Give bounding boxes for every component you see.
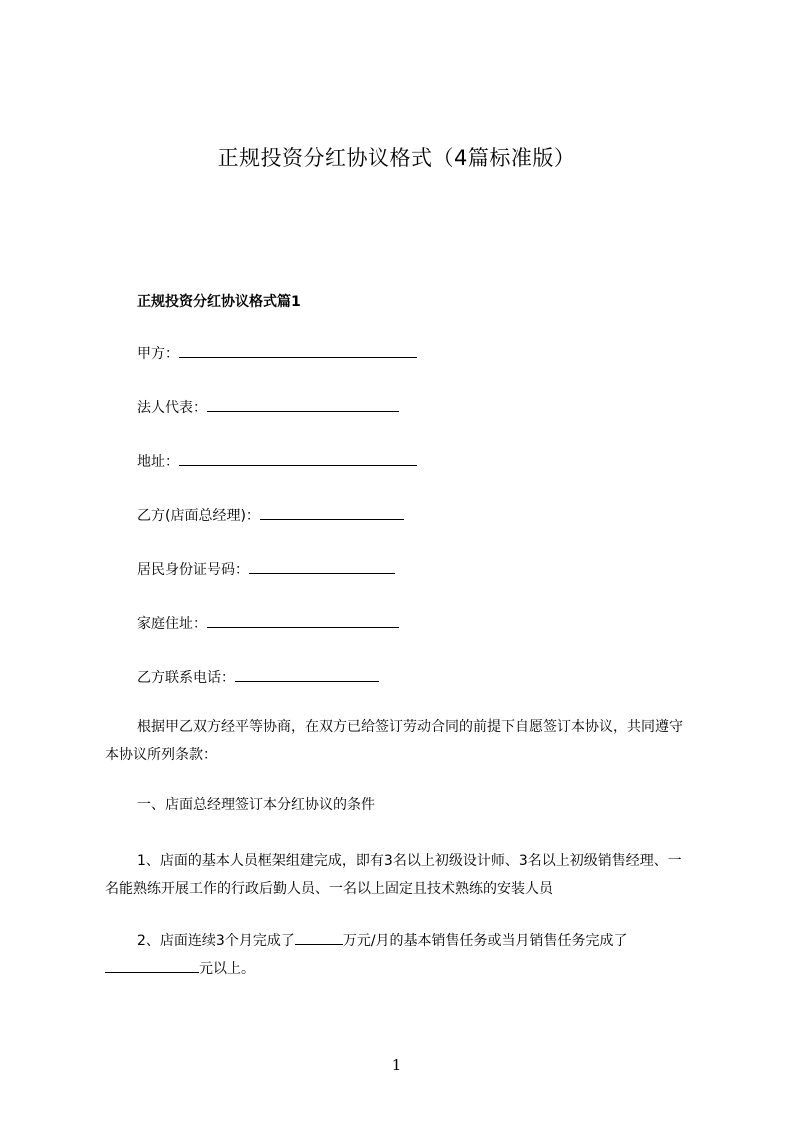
clause-2 <box>105 927 695 983</box>
intro-paragraph: 根据甲乙双方经平等协商，在双方已给签订劳动合同的前提下自愿签订本协议，共同遵守本协议所列条款： <box>105 719 683 763</box>
field-label: 乙方联系电话： <box>137 670 235 686</box>
clause-2-text: 元以上。 <box>199 961 255 977</box>
field-label: 居民身份证号码： <box>137 562 249 578</box>
clause-2-text: 2、店面连续3个月完成了 <box>137 933 295 949</box>
fill-in-blank <box>249 559 395 574</box>
field-label: 家庭住址： <box>137 616 207 632</box>
document-title: 正规投资分红协议格式（4篇标准版） <box>217 146 576 170</box>
field-party-a <box>137 343 417 364</box>
section-heading: 正规投资分红协议格式篇1 <box>137 294 301 310</box>
field-label: 地址： <box>137 454 179 470</box>
field-phone <box>137 667 379 688</box>
fill-in-blank <box>207 613 399 628</box>
fill-in-blank <box>260 505 404 520</box>
fill-in-blank <box>179 343 417 358</box>
clause-1: 1、店面的基本人员框架组建完成，即有3名以上初级设计师、3名以上初级销售经理、一名能熟练开展工作的行政后勤人员、一名以上固定且技术熟练的安装人员 <box>105 853 682 897</box>
field-label: 乙方(店面总经理)： <box>137 508 260 524</box>
field-id-number <box>137 559 395 580</box>
field-home-address <box>137 613 399 634</box>
fill-in-blank <box>105 958 199 973</box>
fill-in-blank <box>179 451 417 466</box>
field-legal-representative <box>137 397 399 418</box>
fill-in-blank <box>207 397 399 412</box>
page-number: 1 <box>391 1056 402 1074</box>
clause-heading: 一、店面总经理签订本分红协议的条件 <box>137 797 375 813</box>
fill-in-blank <box>235 667 379 682</box>
fill-in-blank <box>295 930 343 945</box>
field-party-b <box>137 505 404 526</box>
field-label: 甲方： <box>137 346 179 362</box>
field-label: 法人代表： <box>137 400 207 416</box>
clause-2-text: 万元/月的基本销售任务或当月销售任务完成了 <box>342 933 628 949</box>
field-address <box>137 451 417 472</box>
